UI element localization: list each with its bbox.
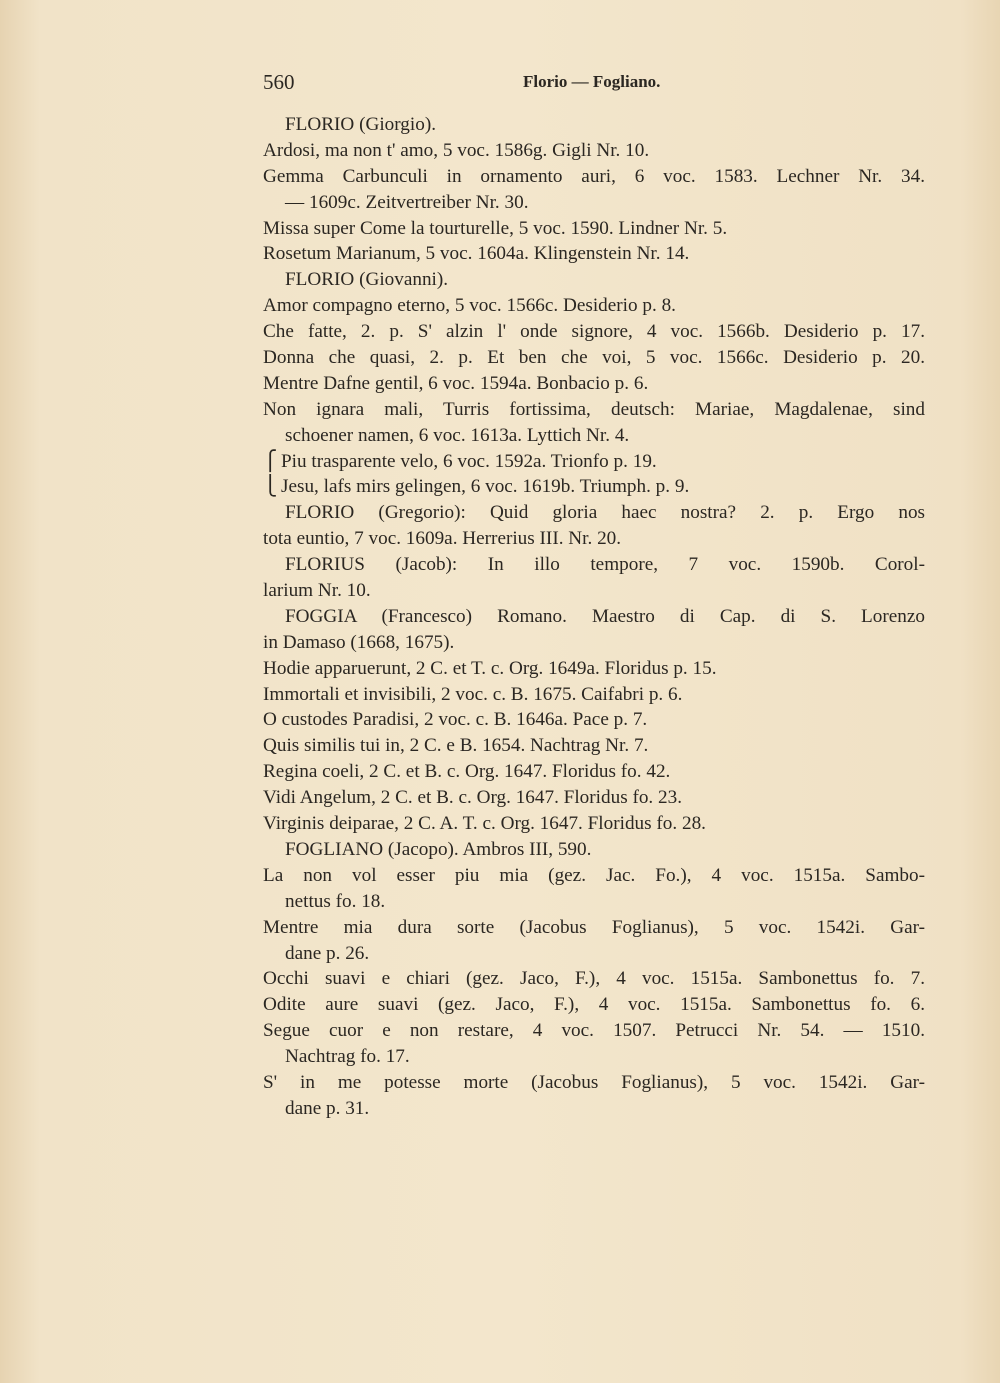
line-text: Odite aure suavi (gez. Jaco, F.), 4 voc. 1515a. Sambonettus fo. 6.	[263, 994, 925, 1016]
line-text: Donna che quasi, 2. p. Et ben che voi, 5 voc. 1566c. Desiderio p. 20.	[263, 347, 925, 369]
text-line-35	[263, 992, 925, 1018]
page-number: 560	[263, 70, 295, 94]
line-text: — 1609c. Zeitvertreiber Nr. 30.	[285, 191, 529, 213]
text-line-4	[263, 190, 925, 216]
text-line-27	[263, 785, 925, 811]
text-line-20	[263, 604, 925, 630]
text-line-17	[263, 526, 925, 552]
line-text: Piu trasparente velo, 6 voc. 1592a. Trionfo p. 19.	[281, 450, 657, 472]
brace-mark: ⎩	[263, 476, 278, 498]
line-text: FOGGIA (Francesco) Romano. Maestro di Cap. di S. Lorenzo	[285, 605, 925, 627]
line-text: Occhi suavi e chiari (gez. Jaco, F.), 4 voc. 1515a. Sambonettus fo. 7.	[263, 968, 925, 990]
line-text: schoener namen, 6 voc. 1613a. Lyttich Nr. 4.	[285, 424, 630, 446]
text-line-1	[263, 112, 925, 138]
text-line-10	[263, 345, 925, 371]
line-text: Regina coeli, 2 C. et B. c. Org. 1647. Floridus fo. 42.	[263, 761, 671, 783]
line-text: Nachtrag fo. 17.	[285, 1046, 410, 1068]
text-line-26	[263, 759, 925, 785]
text-line-6	[263, 241, 925, 267]
text-line-39	[263, 1096, 925, 1122]
text-line-14	[263, 449, 925, 475]
line-text: FLORIO (Giovanni).	[285, 269, 449, 291]
text-line-5	[263, 216, 925, 242]
text-line-37	[263, 1044, 925, 1070]
line-text: larium Nr. 10.	[263, 580, 371, 602]
line-text: Mentre mia dura sorte (Jacobus Foglianus), 5 voc. 1542i. Gar-	[263, 916, 925, 938]
line-text: Rosetum Marianum, 5 voc. 1604a. Klingenstein Nr. 14.	[263, 243, 690, 265]
page-body	[263, 112, 925, 1122]
text-line-16	[263, 500, 925, 526]
line-text: Quis similis tui in, 2 C. e B. 1654. Nachtrag Nr. 7.	[263, 735, 649, 757]
text-line-36	[263, 1018, 925, 1044]
text-line-24	[263, 707, 925, 733]
line-text: dane p. 31.	[285, 1097, 370, 1119]
text-line-18	[263, 552, 925, 578]
line-text: Missa super Come la tourturelle, 5 voc. 1590. Lindner Nr. 5.	[263, 217, 728, 239]
text-line-21	[263, 630, 925, 656]
text-line-34	[263, 966, 925, 992]
line-text: FLORIUS (Jacob): In illo tempore, 7 voc. 1590b. Corol-	[285, 554, 925, 576]
text-line-7	[263, 267, 925, 293]
line-text: in Damaso (1668, 1675).	[263, 631, 455, 653]
text-line-38	[263, 1070, 925, 1096]
line-text: Gemma Carbunculi in ornamento auri, 6 voc. 1583. Lechner Nr. 34.	[263, 165, 925, 187]
line-text: La non vol esser piu mia (gez. Jac. Fo.), 4 voc. 1515a. Sambo-	[263, 864, 925, 886]
line-text: tota euntio, 7 voc. 1609a. Herrerius III. Nr. 20.	[263, 528, 622, 550]
text-line-22	[263, 656, 925, 682]
line-text: Vidi Angelum, 2 C. et B. c. Org. 1647. Floridus fo. 23.	[263, 787, 683, 809]
line-text: FLORIO (Giorgio).	[285, 114, 437, 135]
line-text: nettus fo. 18.	[285, 890, 386, 912]
text-line-2	[263, 138, 925, 164]
line-text: O custodes Paradisi, 2 voc. c. B. 1646a. Pace p. 7.	[263, 709, 648, 731]
line-text: S' in me potesse morte (Jacobus Foglianus), 5 voc. 1542i. Gar-	[263, 1071, 925, 1093]
text-line-32	[263, 915, 925, 941]
page-header	[263, 70, 933, 100]
line-text: Hodie apparuerunt, 2 C. et T. c. Org. 1649a. Floridus p. 15.	[263, 657, 717, 679]
line-text: Mentre Dafne gentil, 6 voc. 1594a. Bonbacio p. 6.	[263, 372, 649, 394]
running-title: Florio — Fogliano.	[523, 72, 661, 91]
text-line-9	[263, 319, 925, 345]
text-line-25	[263, 733, 925, 759]
text-line-28	[263, 811, 925, 837]
text-line-31	[263, 889, 925, 915]
line-text: Jesu, lafs mirs gelingen, 6 voc. 1619b. Triumph. p. 9.	[281, 476, 690, 498]
line-text: Virginis deiparae, 2 C. A. T. c. Org. 1647. Floridus fo. 28.	[263, 813, 706, 835]
brace-mark: ⎧	[263, 450, 278, 472]
line-text: Immortali et invisibili, 2 voc. c. B. 1675. Caifabri p. 6.	[263, 683, 683, 705]
text-line-8	[263, 293, 925, 319]
line-text: FOGLIANO (Jacopo). Ambros III, 590.	[285, 838, 592, 860]
line-text: Segue cuor e non restare, 4 voc. 1507. Petrucci Nr. 54. — 1510.	[263, 1020, 925, 1042]
text-line-15	[263, 474, 925, 500]
text-line-19	[263, 578, 925, 604]
line-text: Ardosi, ma non t' amo, 5 voc. 1586g. Gigli Nr. 10.	[263, 139, 650, 161]
line-text: FLORIO (Gregorio): Quid gloria haec nostra? 2. p. Ergo nos	[285, 502, 925, 524]
text-line-12	[263, 397, 925, 423]
text-line-13	[263, 423, 925, 449]
line-text: Che fatte, 2. p. S' alzin l' onde signore, 4 voc. 1566b. Desiderio p. 17.	[263, 321, 925, 343]
line-text: dane p. 26.	[285, 942, 370, 964]
text-line-29	[263, 837, 925, 863]
text-line-33	[263, 941, 925, 967]
text-line-30	[263, 863, 925, 889]
line-text: Non ignara mali, Turris fortissima, deutsch: Mariae, Magdalenae, sind	[263, 398, 925, 420]
line-text: Amor compagno eterno, 5 voc. 1566c. Desiderio p. 8.	[263, 295, 676, 317]
text-line-3	[263, 164, 925, 190]
text-line-11	[263, 371, 925, 397]
text-line-23	[263, 682, 925, 708]
